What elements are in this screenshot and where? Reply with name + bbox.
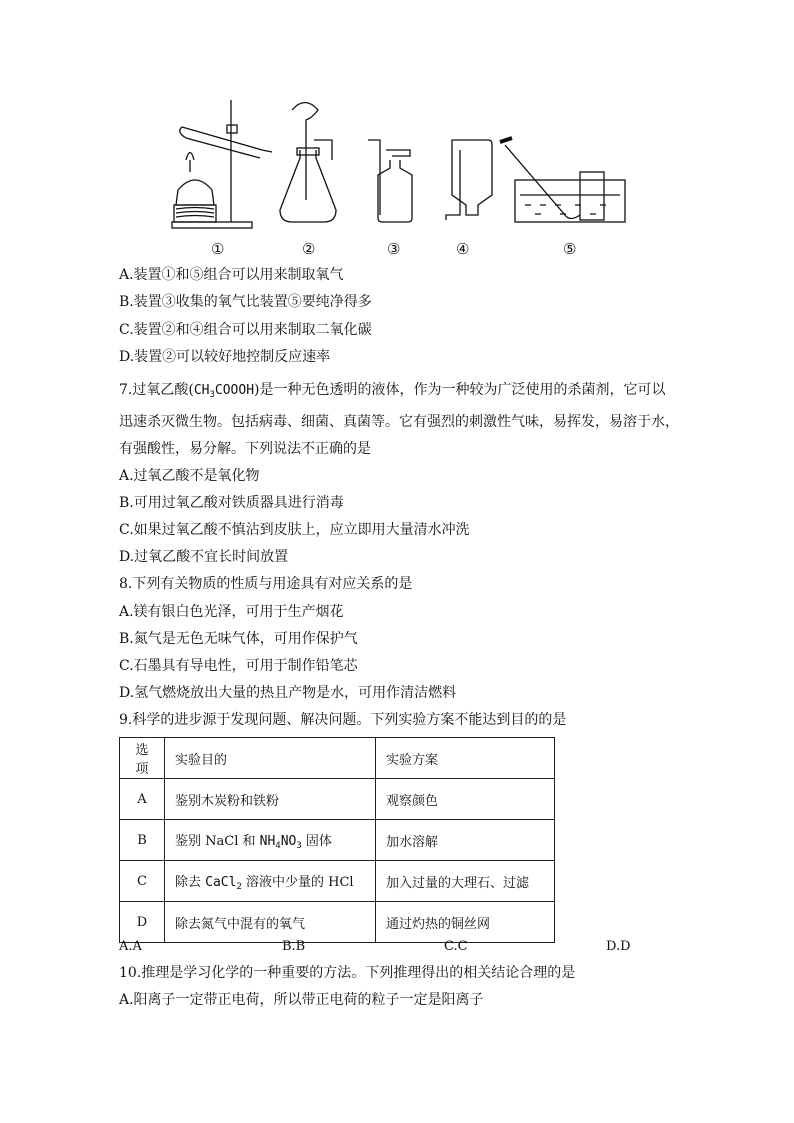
q8-stem: 8.下列有关物质的性质与用途具有对应关系的是 [119, 576, 413, 592]
q8-option-c: C.石墨具有导电性，可用于制作铅笔芯 [119, 658, 358, 674]
figure-label-5: ⑤ [563, 240, 577, 258]
header-option: 选项 [120, 738, 165, 779]
row-option: C [120, 861, 165, 902]
table-row [120, 820, 555, 861]
q9-stem: 9.科学的进步源于发现问题、解决问题。下列实验方案不能达到目的的是 [119, 712, 567, 728]
row-option: B [120, 820, 165, 861]
table-row [120, 779, 555, 820]
q8-option-a: A.镁有银白色光泽，可用于生产烟花 [119, 604, 344, 620]
apparatus-4-inverted-bottle [446, 140, 492, 220]
q8-option-d: D.氢气燃烧放出大量的热且产物是水，可用作清洁燃料 [119, 685, 457, 701]
q9-choices [0, 939, 794, 957]
row-plan: 观察颜色 [376, 779, 555, 820]
row-option: D [120, 902, 165, 943]
row-plan: 加入过量的大理石、过滤 [376, 861, 555, 902]
q9-table [119, 737, 555, 943]
q9-choice-d: D.D [606, 939, 631, 954]
row-plan: 加水溶解 [376, 820, 555, 861]
q7-option-b: B.可用过氧乙酸对铁质器具进行消毒 [119, 495, 344, 511]
row-goal: 除去氮气中混有的氧气 [165, 902, 376, 943]
q6-option-a: A.装置①和⑤组合可以用来制取氧气 [119, 267, 344, 283]
row-goal: 除去 CaCl$_2$ 溶液中少量的 HCl [165, 861, 376, 902]
header-plan: 实验方案 [376, 738, 555, 779]
table-row [120, 861, 555, 902]
figure-label-3: ③ [387, 240, 401, 258]
apparatus-figure [0, 0, 794, 240]
q6-option-c: C.装置②和④组合可以用来制取二氧化碳 [119, 322, 372, 338]
q10-stem: 10.推理是学习化学的一种重要的方法。下列推理得出的相关结论合理的是 [119, 965, 576, 981]
figure-label-1: ① [211, 240, 225, 258]
apparatus-1-heating [172, 100, 272, 228]
header-goal: 实验目的 [165, 738, 376, 779]
q9-choice-b: B.B [282, 939, 306, 954]
q7-stem: 7.过氧乙酸$(CH_3COOOH)$是一种无色透明的液体，作为一种较为广泛使用的杀菌剂，它可以迅速杀灭微生物。包括病毒、细菌、真菌等。它有强烈的刺激性气味，易挥发，易溶于水，有强酸性，易分解。下列说法不正确的是 [119, 382, 679, 457]
row-plan: 通过灼热的铜丝网 [376, 902, 555, 943]
q6-option-d: D.装置②可以较好地控制反应速率 [119, 349, 331, 365]
table-header-row [120, 738, 555, 779]
q6-option-b: B.装置③收集的氧气比装置⑤要纯净得多 [119, 294, 372, 310]
row-goal: 鉴别木炭粉和铁粉 [165, 779, 376, 820]
q10-option-a: A.阳离子一定带正电荷，所以带正电荷的粒子一定是阳离子 [119, 992, 484, 1008]
q7-option-a: A.过氧乙酸不是氧化物 [119, 468, 260, 484]
figure-label-2: ② [302, 240, 316, 258]
figure-label-4: ④ [456, 240, 470, 258]
apparatus-3-bottle [368, 140, 412, 222]
table-row [120, 902, 555, 943]
q9-choice-c: C.C [444, 939, 468, 954]
q9-choice-a: A.A [119, 939, 142, 954]
q7-option-d: D.过氧乙酸不宜长时间放置 [119, 549, 289, 565]
apparatus-5-water-trough [500, 138, 625, 222]
apparatus-2-flask [280, 103, 336, 223]
q8-option-b: B.氮气是无色无味气体，可用作保护气 [119, 631, 358, 647]
q7-option-c: C.如果过氧乙酸不慎沾到皮肤上，应立即用大量清水冲洗 [119, 522, 470, 538]
row-option: A [120, 779, 165, 820]
row-goal: 鉴别 NaCl 和 $NH_4NO_3$ 固体 [165, 820, 376, 861]
